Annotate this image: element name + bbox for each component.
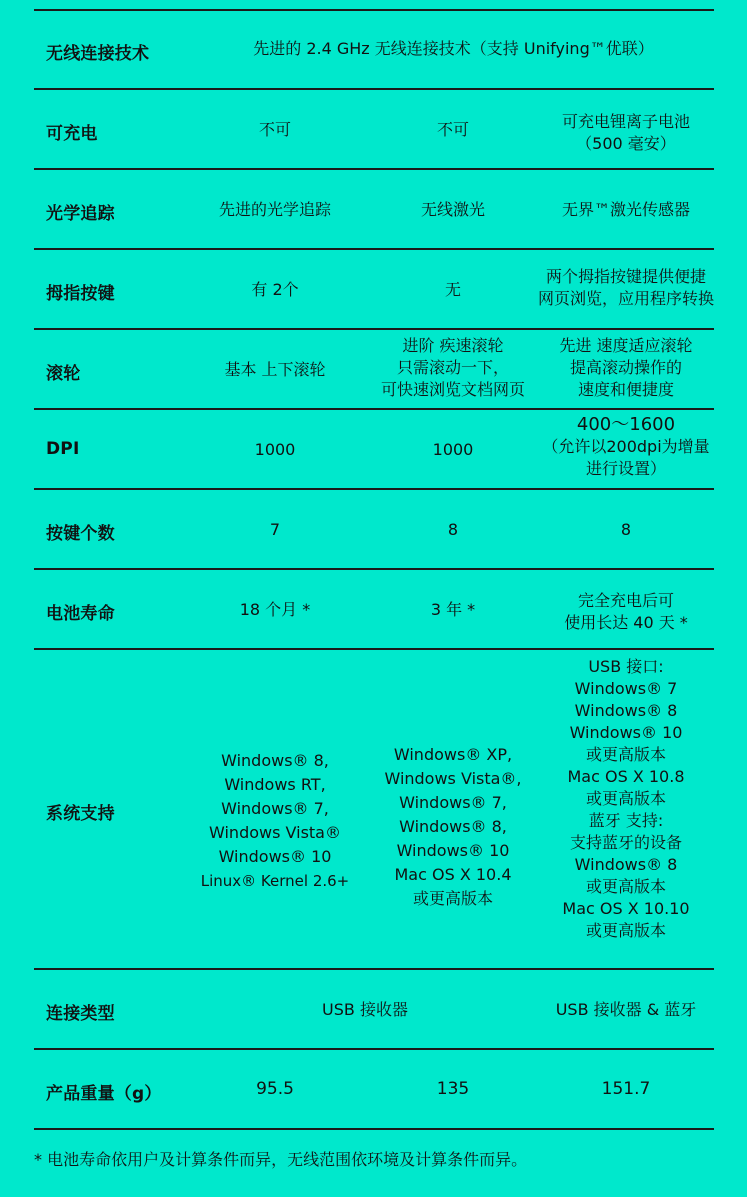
cell-rechargeable-c1: 不可	[258, 120, 291, 139]
row-label-battery: 电池寿命	[46, 604, 115, 624]
cell-line: Mac OS X 10.4	[394, 865, 512, 884]
cell-line: 可快速浏览文档网页	[380, 380, 525, 399]
row-label-dpi: DPI	[46, 439, 80, 459]
row-label-thumb: 拇指按键	[46, 284, 115, 304]
cell-line: Windows® 7,	[221, 799, 329, 818]
cell-line: Windows RT,	[224, 775, 326, 794]
row-divider	[34, 88, 714, 90]
footnote: * 电池寿命依用户及计算条件而异，无线范围依环境及计算条件而异。	[34, 1150, 528, 1169]
cell-line: Windows® 8	[574, 701, 678, 720]
cell-thumb-c2: 无	[444, 280, 461, 299]
cell-dpi-c1: 1000	[254, 440, 296, 459]
cell-line: Windows Vista®	[209, 823, 341, 842]
row-divider	[34, 9, 714, 11]
cell-weight-c2: 135	[436, 1079, 470, 1099]
cell-rechargeable-c3	[535, 111, 717, 155]
cell-battery-c2: 3 年 *	[430, 600, 476, 619]
row-label-wheel: 滚轮	[46, 364, 81, 384]
cell-buttons-c3: 8	[620, 520, 632, 539]
cell-wheel-c2	[368, 335, 538, 401]
row-divider	[34, 408, 714, 410]
cell-line: 网页浏览，应用程序转换	[537, 289, 714, 308]
row-divider	[34, 1128, 714, 1130]
cell-line: Mac OS X 10.10	[562, 899, 690, 918]
cell-line: 可充电锂离子电池	[561, 112, 690, 131]
cell-weight-c3: 151.7	[601, 1079, 651, 1099]
row-label-connection: 连接类型	[46, 1004, 115, 1024]
cell-battery-c3	[535, 590, 717, 634]
cell-optical-c2: 无线激光	[420, 200, 485, 219]
cell-line: 或更高版本	[412, 889, 493, 908]
cell-line: Windows® 8,	[399, 817, 507, 836]
cell-line: 400～1600	[576, 414, 676, 435]
cell-line: 提高滚动操作的	[569, 358, 682, 377]
cell-connection-c12: USB 接收器	[322, 1000, 408, 1019]
cell-dpi-c3	[535, 414, 717, 480]
cell-buttons-c2: 8	[447, 520, 459, 539]
cell-line: 速度和便捷度	[577, 380, 674, 399]
cell-line: Mac OS X 10.8	[567, 767, 685, 786]
cell-line: 先进 速度适应滚轮	[559, 336, 693, 355]
cell-line: （允许以200dpi为增量	[542, 437, 710, 456]
cell-thumb-c3	[535, 266, 717, 310]
cell-os-c1	[190, 749, 360, 893]
cell-line: 或更高版本	[585, 877, 666, 896]
cell-os-c2	[368, 743, 538, 911]
cell-line: 完全充电后可	[577, 591, 674, 610]
cell-line: Windows® 10	[396, 841, 510, 860]
cell-line: Linux® Kernel 2.6+	[200, 872, 350, 890]
cell-line: 或更高版本	[585, 745, 666, 764]
row-label-rechargeable: 可充电	[46, 124, 98, 144]
cell-thumb-c1: 有 2个	[251, 280, 299, 299]
row-divider	[34, 248, 714, 250]
row-divider	[34, 1048, 714, 1050]
row-label-weight: 产品重量（g）	[46, 1084, 162, 1104]
row-label-optical: 光学追踪	[46, 204, 115, 224]
row-divider	[34, 328, 714, 330]
cell-wireless-value: 先进的 2.4 GHz 无线连接技术（支持 Unifying™优联）	[253, 39, 654, 58]
cell-line: （500 毫安）	[576, 134, 676, 153]
cell-line: 只需滚动一下，	[396, 358, 509, 377]
cell-os-c3	[535, 656, 717, 942]
cell-line: 蓝牙 支持:	[588, 811, 664, 830]
cell-optical-c1: 先进的光学追踪	[218, 200, 331, 219]
row-label-os: 系统支持	[46, 804, 115, 824]
row-label-wireless: 无线连接技术	[46, 44, 150, 64]
row-divider	[34, 648, 714, 650]
cell-battery-c1: 18 个月 *	[239, 600, 311, 619]
cell-line: Windows® 7,	[399, 793, 507, 812]
cell-line: 或更高版本	[585, 921, 666, 940]
cell-line: Windows® 10	[218, 847, 332, 866]
cell-wheel-c3	[535, 335, 717, 401]
row-divider	[34, 168, 714, 170]
cell-line: Windows® 7	[574, 679, 678, 698]
cell-line: 进行设置）	[585, 459, 666, 478]
cell-line: 使用长达 40 天 *	[564, 613, 688, 632]
cell-line: Windows Vista®,	[384, 769, 522, 788]
cell-line: Windows® 8	[574, 855, 678, 874]
cell-line: 或更高版本	[585, 789, 666, 808]
row-divider	[34, 568, 714, 570]
cell-line: Windows® XP,	[393, 745, 513, 764]
cell-line: USB 接口:	[588, 657, 664, 676]
row-divider	[34, 488, 714, 490]
row-label-buttons: 按键个数	[46, 524, 115, 544]
cell-line: Windows® 8,	[221, 751, 329, 770]
cell-rechargeable-c2: 不可	[436, 120, 469, 139]
cell-optical-c3: 无界™激光传感器	[561, 200, 690, 219]
cell-line: 进阶 疾速滚轮	[402, 336, 504, 355]
cell-buttons-c1: 7	[269, 520, 281, 539]
row-divider	[34, 968, 714, 970]
cell-dpi-c2: 1000	[432, 440, 474, 459]
cell-weight-c1: 95.5	[256, 1079, 294, 1099]
cell-wheel-c1: 基本 上下滚轮	[224, 360, 326, 379]
cell-line: Windows® 10	[569, 723, 683, 742]
cell-connection-c3: USB 接收器 & 蓝牙	[555, 1000, 697, 1019]
cell-line: 两个拇指按键提供便捷	[545, 267, 706, 286]
cell-line: 支持蓝牙的设备	[569, 833, 682, 852]
